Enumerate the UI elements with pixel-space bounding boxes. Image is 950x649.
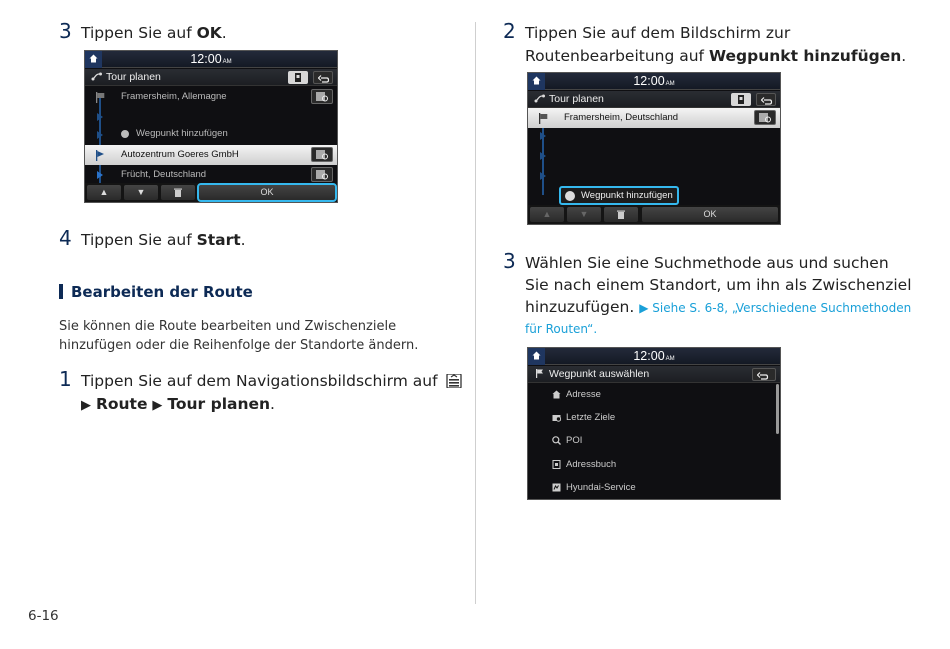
- start-flag-icon: [95, 92, 105, 103]
- step-bold: OK: [196, 24, 222, 42]
- waypoint-flag-icon: [95, 112, 105, 123]
- waypoint-flag-icon: [95, 150, 105, 161]
- section-title: Bearbeiten der Route: [59, 283, 253, 301]
- add-circle-icon: [121, 130, 129, 138]
- map-search-icon[interactable]: [311, 167, 333, 182]
- section-paragraph: Sie können die Route bearbeiten und Zwischenziele hinzufügen oder die Reihenfolge der Standorte ändern.: [59, 319, 419, 353]
- route-icon: [91, 72, 103, 81]
- clock: 12:00AM: [633, 349, 675, 363]
- route-row-selected[interactable]: [85, 145, 337, 165]
- menu-item-label: Adressbuch: [566, 459, 617, 470]
- step-text: Tippen Sie auf dem Bildschirm zur: [525, 24, 791, 42]
- map-search-icon[interactable]: [754, 110, 776, 125]
- delete-button[interactable]: [161, 185, 195, 200]
- step-text: Sie nach einem Standort, um ihn als Zwischenziel: [525, 276, 912, 294]
- map-search-icon[interactable]: [311, 89, 333, 104]
- add-waypoint-row[interactable]: [85, 124, 337, 144]
- menu-item-adresse[interactable]: [528, 383, 770, 406]
- poi-search-icon: [552, 436, 561, 445]
- recent-destinations-icon: [552, 413, 561, 422]
- service-icon: [552, 483, 561, 492]
- add-waypoint-label: Wegpunkt hinzufügen: [136, 128, 228, 139]
- move-down-button[interactable]: ▼: [124, 185, 158, 200]
- step-number: 2: [503, 19, 516, 43]
- ok-button[interactable]: OK: [199, 185, 335, 200]
- step-number: 1: [59, 367, 72, 391]
- step-bold: Wegpunkt hinzufügen: [708, 47, 902, 65]
- ok-button[interactable]: OK: [642, 207, 778, 222]
- tour-planen-label: Tour planen: [167, 395, 271, 413]
- flag-icon: [534, 369, 546, 378]
- screen-header: Tour planen: [85, 69, 337, 86]
- route-label: Route: [95, 395, 148, 413]
- step-number: 3: [59, 19, 72, 43]
- menu-item-label: POI: [566, 435, 583, 446]
- bottom-bar: [85, 183, 337, 202]
- map-search-icon[interactable]: [311, 147, 333, 162]
- step-bold: Start: [196, 231, 241, 249]
- move-up-button[interactable]: ▲: [530, 207, 564, 222]
- route-row-selected[interactable]: [528, 108, 780, 128]
- move-up-button[interactable]: ▲: [87, 185, 121, 200]
- column-divider: [475, 22, 476, 604]
- menu-item-adressbuch[interactable]: [528, 453, 770, 476]
- save-button[interactable]: [731, 93, 751, 106]
- menu-item-label: Adresse: [566, 389, 601, 400]
- scrollbar[interactable]: [776, 384, 779, 434]
- section-bar: [59, 284, 63, 299]
- address-icon: [552, 390, 561, 399]
- route-row-start[interactable]: [85, 87, 337, 107]
- route-row-label: Framersheim, Deutschland: [564, 112, 679, 123]
- menu-item-letzte-ziele[interactable]: [528, 406, 770, 429]
- route-row-label: Framersheim, Allemagne: [121, 91, 227, 102]
- trash-icon: [617, 210, 625, 219]
- step-number: 3: [503, 249, 516, 273]
- step-text: Wählen Sie eine Suchmethode aus und suchen: [525, 254, 889, 272]
- screen-wegpunkt-auswaehlen: [527, 347, 781, 500]
- start-flag-icon: [538, 113, 548, 124]
- add-waypoint-button[interactable]: Wegpunkt hinzufügen: [559, 186, 679, 205]
- menu-item-poi[interactable]: [528, 429, 770, 452]
- route-row-destination[interactable]: [85, 165, 337, 185]
- destination-flag-icon: [95, 170, 105, 181]
- menu-item-label: Hyundai-Service: [566, 482, 636, 493]
- delete-button[interactable]: [604, 207, 638, 222]
- screen-tour-planen-ok: [84, 50, 338, 203]
- step-text: Tippen Sie auf: [81, 24, 197, 42]
- bottom-bar: [528, 205, 780, 224]
- route-icon: [534, 94, 546, 103]
- back-button[interactable]: [752, 368, 776, 381]
- menu-icon: [446, 374, 462, 388]
- add-circle-icon: [565, 191, 575, 201]
- cross-reference-link[interactable]: für Routen“.: [525, 322, 598, 336]
- cross-reference-link[interactable]: ▶ Siehe S. 6-8, „Verschiedene Suchmethoden: [639, 301, 912, 315]
- back-button[interactable]: [756, 93, 776, 106]
- step-number: 4: [59, 226, 72, 250]
- menu-item-hyundai-service[interactable]: [528, 476, 770, 499]
- clock: 12:00AM: [190, 52, 232, 66]
- step-text: Tippen Sie auf dem Navigationsbildschirm auf: [81, 372, 438, 390]
- address-book-icon: [552, 460, 561, 469]
- status-bar: [528, 73, 780, 90]
- screen-header: Wegpunkt auswählen: [528, 366, 780, 383]
- status-bar: [85, 51, 337, 68]
- page-number: 6-16: [28, 608, 59, 624]
- waypoint-flag-icon: [538, 171, 548, 182]
- waypoint-flag-icon: [538, 131, 548, 142]
- move-down-button[interactable]: ▼: [567, 207, 601, 222]
- screen-header: Tour planen: [528, 91, 780, 108]
- back-button[interactable]: [313, 71, 333, 84]
- menu-item-label: Letzte Ziele: [566, 412, 616, 423]
- trash-icon: [174, 188, 182, 197]
- route-row-label: Autozentrum Goeres GmbH: [121, 149, 239, 160]
- step-text: Tippen Sie auf: [81, 231, 197, 249]
- route-row-label: Frücht, Deutschland: [121, 169, 207, 180]
- waypoint-flag-icon: [538, 151, 548, 162]
- save-button[interactable]: [288, 71, 308, 84]
- status-bar: [528, 348, 780, 365]
- clock: 12:00AM: [633, 74, 675, 88]
- screen-tour-planen-add: [527, 72, 781, 225]
